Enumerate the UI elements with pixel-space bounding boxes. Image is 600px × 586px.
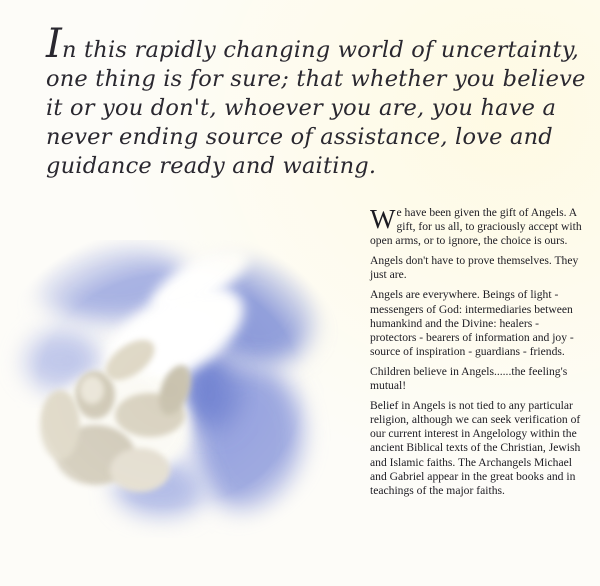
body-paragraph: Angels don't have to prove themselves. They just are. — [370, 254, 579, 282]
angel-illustration — [0, 240, 340, 540]
quote-text: n this rapidly changing world of uncertainty, one thing is for sure; that whether you believe it or you don't, whoever you are, you have a never ending source of assistance, love and guidance ready and waiting. — [46, 37, 586, 179]
body-copy — [370, 206, 588, 504]
body-paragraph: Angels are everywhere. Beings of light - messengers of God: intermediaries between humankind and the Divine: healers - protectors - bearers of information and joy - source of inspiration - guardians - friends. — [370, 288, 574, 358]
body-paragraph-text: e have been given the gift of Angels. A gift, for us all, to graciously accept with open arms, or to ignore, the choice is ours. — [370, 206, 582, 248]
quote-drop-cap: I — [46, 21, 63, 67]
body-paragraph: Children believe in Angels......the feeling's mutual! — [370, 364, 568, 393]
intro-quote — [46, 21, 586, 181]
body-paragraph: Belief in Angels is not tied to any particular religion, although we can seek verification of our current interest in Angelology within the ancient Biblical texts of the Christian, Jewish and Islamic faiths. The Archangels Michael and Gabriel appear in the great books and in teachings of the major faiths. — [370, 399, 581, 497]
body-paragraph — [370, 206, 588, 248]
body-drop-cap: W — [370, 204, 396, 234]
